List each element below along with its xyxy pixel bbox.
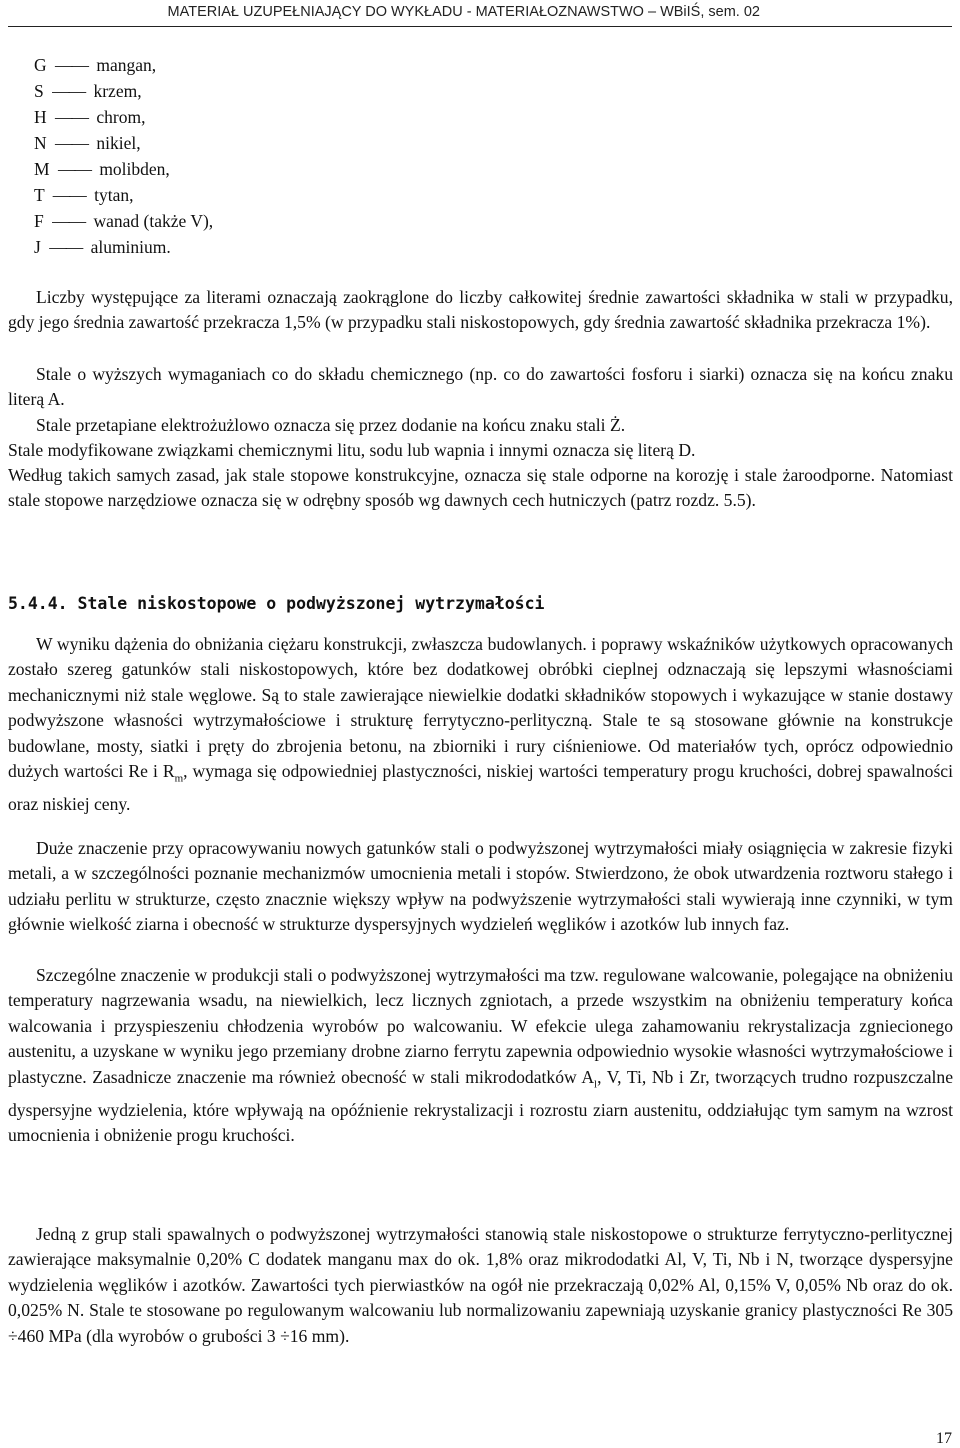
- page-number: 17: [936, 1430, 952, 1447]
- element-name: krzem,: [93, 81, 142, 101]
- list-item: [34, 208, 213, 234]
- element-symbol: F: [34, 211, 44, 231]
- paragraph-text: W wyniku dążenia do obniżania ciężaru konstrukcji, zwłaszcza budowlanych. i poprawy wskaźników użytkowych opracowanych zostało szereg gatunków stali niskostopowych, które bez dodatkowej obróbki cieplnej odznaczają się lepszymi własnościami mechanicznymi niż stale węglowe. Są to stale zawierające niewielkie dodatki składników stopowych i wykazujące w stanie dostawy podwyższone własności wytrzymałościowe i strukturę ferrytyczno-perlityczną. Stale te są stosowane głównie na konstrukcje budowlane, mosty, siatki i pręty do zbrojenia betonu, na zbiorniki i rury ciśnieniowe. Od materiałów tych, oprócz odpowiednio dużych wartości Re i R: [8, 634, 953, 782]
- list-item: [34, 156, 213, 182]
- element-name: mangan,: [96, 55, 157, 75]
- header-divider: [8, 26, 952, 27]
- paragraph-text: , wymaga się odpowiedniej plastyczności, niskiej wartości temperatury progu kruchości, dobrej spawalności oraz niskiej ceny.: [8, 761, 953, 814]
- element-name: wanad (także V),: [93, 211, 214, 231]
- dash: ——: [55, 107, 89, 127]
- list-item: [34, 78, 213, 104]
- element-symbol: H: [34, 107, 47, 127]
- dash: ——: [55, 55, 89, 75]
- paragraph-weldable-steels: Jedną z grup stali spawalnych o podwyższonej wytrzymałości stanowią stale niskostopowe o strukturze ferrytyczno-perlitycznej zawierające maksymalnie 0,20% C dodatek manganu max do ok. 1,8% oraz mikrododatki Al, V, Ti, Nb i N, tworzące dyspersyjne wydzielenia węglików i azotków. Zawartości tych pierwiastków na ogół nie przekraczają 0,02% Al, 0,15% V, 0,05% Nb oraz do ok. 0,025% N. Stale te stosowane po regulowanym walcowaniu lub normalizowaniu zapewniają uzyskanie granicy plastyczności Re 305 ÷460 MPa (dla wyrobów o grubości 3 ÷16 mm).: [8, 1224, 953, 1346]
- dash: ——: [49, 237, 83, 257]
- list-item: [34, 104, 213, 130]
- paragraph-text: , V, Ti, Nb i Zr, tworzących trudno rozpuszczalne dyspersyjne wydzielenia, które wpływają na opóźnienie rekrystalizacji i rozrostu ziarn austenitu, oddziałując tym samym na wzrost umocnienia i obniżenie progu kruchości.: [8, 1066, 954, 1145]
- subscript: l: [594, 1078, 598, 1091]
- element-symbol: N: [34, 133, 47, 153]
- list-item: [34, 182, 213, 208]
- page-header: MATERIAŁ UZUPEŁNIAJĄCY DO WYKŁADU - MATERIAŁOZNAWSTWO – WBiIŚ, sem. 02: [167, 4, 760, 20]
- paragraph-other-steels: Według takich samych zasad, jak stale stopowe konstrukcyjne, oznacza się stale odporne na korozję i stale żaroodporne. Natomiast stale stopowe narzędziowe oznacza się w odrębny sposób wg dawnych cech hutniczych (patrz rozdz. 5.5).: [8, 465, 953, 511]
- section-title: Stale niskostopowe o podwyższonej wytrzymałości: [77, 594, 545, 613]
- section-heading: [8, 594, 544, 613]
- element-name: chrom,: [96, 107, 146, 127]
- paragraph-suffix-d: Stale modyfikowane związkami chemicznymi litu, sodu lub wapnia i innymi oznacza się literą D.: [8, 440, 696, 460]
- element-name: molibden,: [99, 159, 170, 179]
- list-item: [34, 52, 213, 78]
- paragraph-controlled-rolling: [8, 963, 953, 1148]
- element-symbol: G: [34, 55, 47, 75]
- dash: ——: [55, 133, 89, 153]
- element-name: aluminium.: [90, 237, 171, 257]
- list-item: [34, 234, 213, 260]
- dash: ——: [57, 159, 91, 179]
- list-item: [34, 130, 213, 156]
- paragraph-number-meaning: Liczby występujące za literami oznaczają zaokrąglone do liczby całkowitej średnie zawartości składnika w stali w przypadku, gdy jego średnia zawartość przekracza 1,5% (w przypadku stali niskostopowych, gdy średnia zawartość składnika przekracza 1%).: [8, 287, 953, 333]
- element-symbol: J: [34, 237, 41, 257]
- section-number: 5.4.4.: [8, 594, 68, 613]
- alloy-elements-list: [34, 52, 213, 260]
- element-symbol: M: [34, 159, 50, 179]
- paragraph-suffix-a: Stale o wyższych wymaganiach co do składu chemicznego (np. co do zawartości fosforu i siarki) oznacza się na końcu znaku literą A.: [8, 364, 953, 410]
- dash: ——: [52, 185, 86, 205]
- paragraph-strengthening: Duże znaczenie przy opracowywaniu nowych gatunków stali o podwyższonej wytrzymałości miały osiągnięcia w zakresie fizyki metali, a w szczególności poznanie mechanizmów umocnienia metali i stopów. Stwierdzono, że obok utwardzenia roztworu stałego i udziału perlitu w strukturze, często znacznie większy wpływ na podwyższenie wytrzymałości stali wywierają inne czynniki, w tym głównie wielkość ziarna i obecność w strukturze dyspersyjnych wydzieleń węglików i azotków lub innych faz.: [8, 838, 953, 935]
- element-name: nikiel,: [96, 133, 141, 153]
- paragraph-suffix-z: Stale przetapiane elektrożużlowo oznacza się przez dodanie na końcu znaku stali Ż.: [36, 415, 626, 435]
- element-symbol: S: [34, 81, 44, 101]
- element-symbol: T: [34, 185, 45, 205]
- element-name: tytan,: [94, 185, 134, 205]
- dash: ——: [52, 211, 86, 231]
- paragraph-text: Szczególne znaczenie w produkcji stali o podwyższonej wytrzymałości ma tzw. regulowane walcowanie, polegające na obniżeniu temperatury nagrzewania wsadu, na niewielkich, lecz licznych zgniotach, a przede wszystkim na obniżeniu temperatury końca walcowania i przyspieszeniu chłodzenia wyrobów po walcowaniu. W efekcie ulega zahamowaniu rekrystalizacja zgniecionego austenitu, a uzyskane w wyniku jego przemiany drobne ziarno ferrytu zapewnia odpowiednio wysokie własności wytrzymałościowe i plastyczne. Zasadnicze znaczenie ma również obecność w stali mikrododatków A: [8, 965, 953, 1087]
- paragraph-hsla-intro: [8, 632, 953, 817]
- dash: ——: [52, 81, 86, 101]
- subscript: m: [174, 772, 184, 785]
